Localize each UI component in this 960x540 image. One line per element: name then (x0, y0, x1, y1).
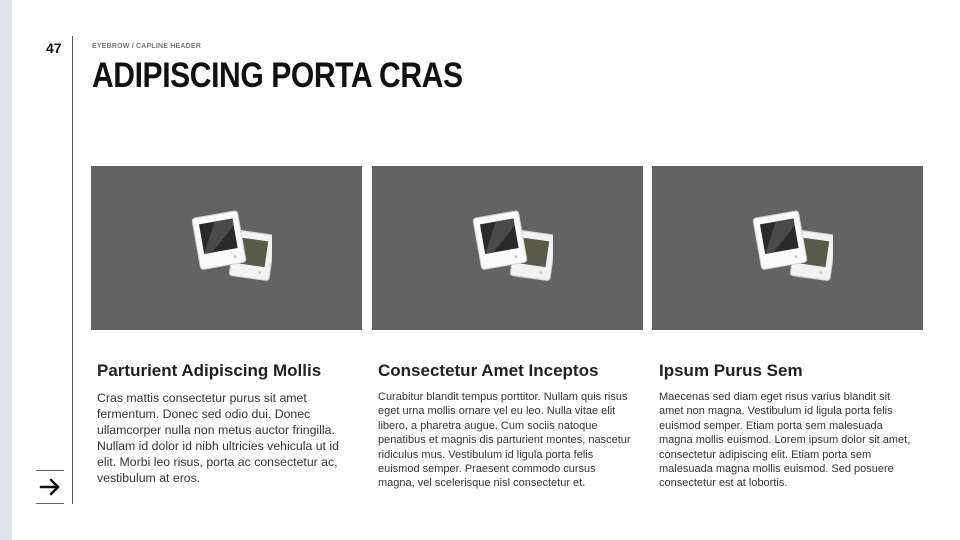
card-image-3 (652, 166, 923, 330)
photo-slides-icon (182, 208, 272, 286)
edge-strip (0, 0, 12, 540)
card-heading-2: Consectetur Amet Inceptos (378, 361, 599, 380)
page-number: 47 (46, 40, 62, 56)
card-body-1: Cras mattis consectetur purus sit amet fermentum. Donec sed odio dui. Donec ullamcorper nulla non metus auctor fringilla. Nullam id dolor id nibh ultricies vehicula ut id elit. Morbi leo risus, porta ac consectetur ac, vestibulum at eros. (97, 391, 339, 485)
card-image-1 (91, 166, 362, 330)
nav-divider-bottom (36, 503, 64, 504)
eyebrow-header: EYEBROW / CAPLINE HEADER (92, 43, 202, 50)
vertical-divider (72, 36, 73, 504)
photo-slides-icon (463, 208, 553, 286)
nav-divider-top (36, 470, 64, 471)
card-heading-3: Ipsum Purus Sem (659, 361, 803, 380)
card-body-2: Curabitur blandit tempus porttitor. Nullam quis risus eget urna mollis ornare vel eu leo. Nulla vitae elit libero, a pharetra augue. Cum sociis natoque penatibus et magnis dis parturient montes, nascetur ridiculus mus. Vestibulum id ligula porta felis euismod semper. Praesent commodo cursus magna, vel scelerisque nisl consectetur et. (378, 391, 631, 490)
card-heading-1: Parturient Adipiscing Mollis (97, 361, 322, 380)
card-image-2 (372, 166, 643, 330)
card-body-3: Maecenas sed diam eget risus varius blandit sit amet non magna. Vestibulum id ligula porta felis euismod semper. Etiam porta sem malesuada magna mollis euismod. Lorem ipsum dolor sit amet, consectetur adipiscing elit. Etiam porta sem malesuada magna mollis euismod. Sed posuere consectetur est at lobortis. (659, 391, 911, 490)
photo-slides-icon (743, 208, 833, 286)
slide-title: ADIPISCING PORTA CRAS (92, 56, 463, 95)
arrow-right-icon[interactable] (38, 474, 62, 500)
